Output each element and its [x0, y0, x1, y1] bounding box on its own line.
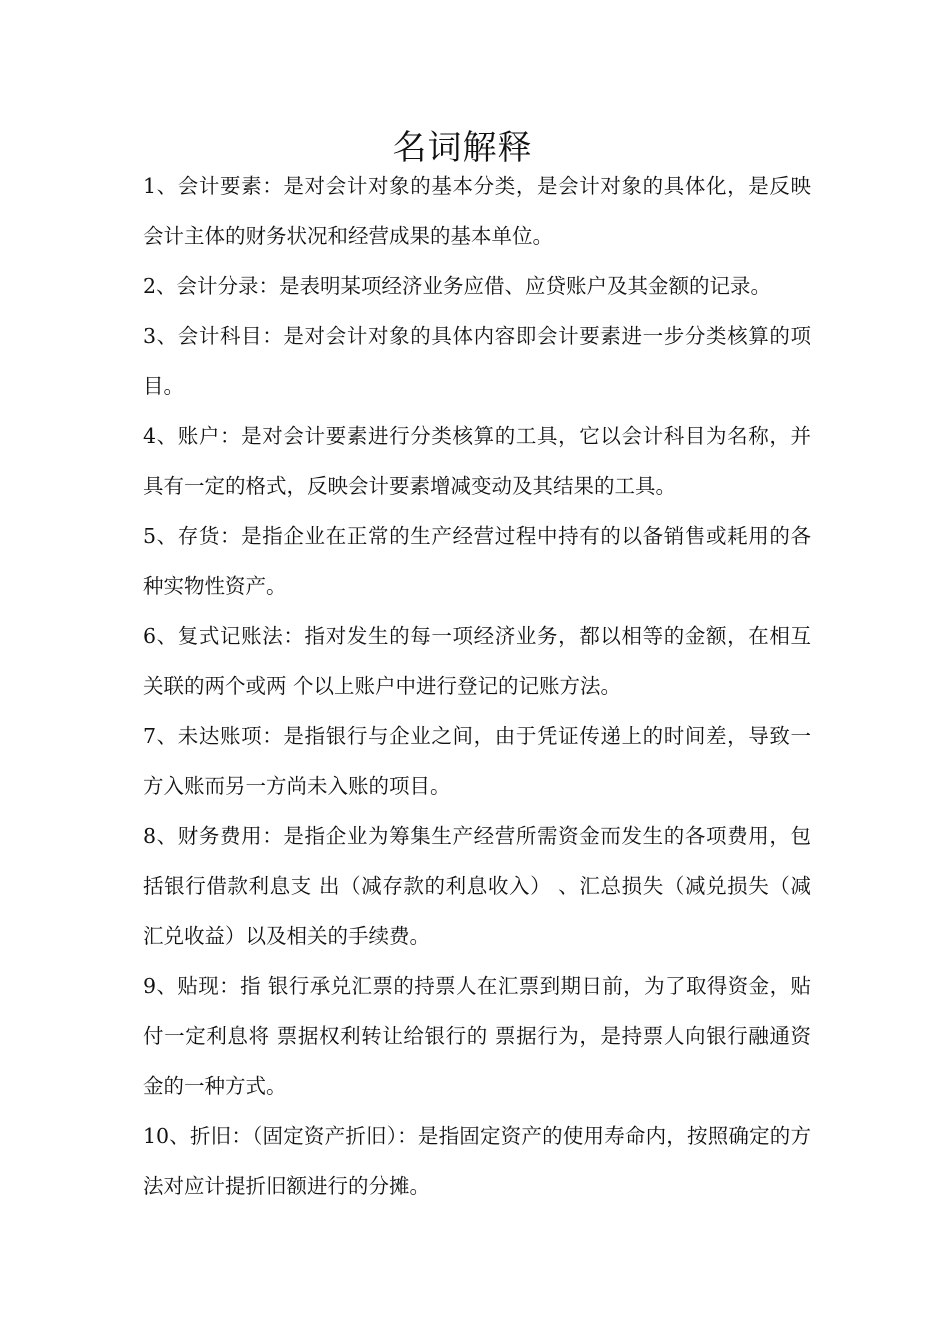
term-entry: 2、会计分录：是表明某项经济业务应借、应贷账户及其金额的记录。	[143, 274, 772, 298]
term-entry: 6、复式记账法：指对发生的每一项经济业务，都以相等的金额，在相互关联的两个或两 个以上账户中进行登记的记账方法。	[143, 624, 811, 698]
term-entry: 4、账户：是对会计要素进行分类核算的工具，它以会计科目为名称，并具有一定的格式，反映会计要素增减变动及其结果的工具。	[143, 424, 811, 498]
term-entry: 8、财务费用：是指企业为筹集生产经营所需资金而发生的各项费用，包括银行借款利息支 出（减存款的利息收入） 、汇总损失（减兑损失（减汇兑收益）以及相关的手续费。	[143, 824, 811, 948]
term-entry: 7、未达账项：是指银行与企业之间，由于凭证传递上的时间差，导致一方入账而另一方尚未入账的项目。	[143, 724, 811, 798]
term-list	[143, 161, 811, 1211]
term-entry: 9、贴现：指 银行承兑汇票的持票人在汇票到期日前，为了取得资金，贴付一定利息将 票据权利转让给银行的 票据行为，是持票人向银行融通资金的一种方式。	[143, 974, 811, 1098]
term-entry: 10、折旧：（固定资产折旧）：是指固定资产的使用寿命内，按照确定的方法对应计提折旧额进行的分摊。	[143, 1124, 811, 1198]
document-title: 名词解释	[392, 127, 533, 168]
term-entry: 1、会计要素：是对会计对象的基本分类，是会计对象的具体化，是反映会计主体的财务状况和经营成果的基本单位。	[143, 174, 811, 248]
term-entry: 3、会计科目：是对会计对象的具体内容即会计要素进一步分类核算的项目。	[143, 324, 811, 398]
term-entry: 5、存货：是指企业在正常的生产经营过程中持有的以备销售或耗用的各种实物性资产。	[143, 524, 811, 598]
